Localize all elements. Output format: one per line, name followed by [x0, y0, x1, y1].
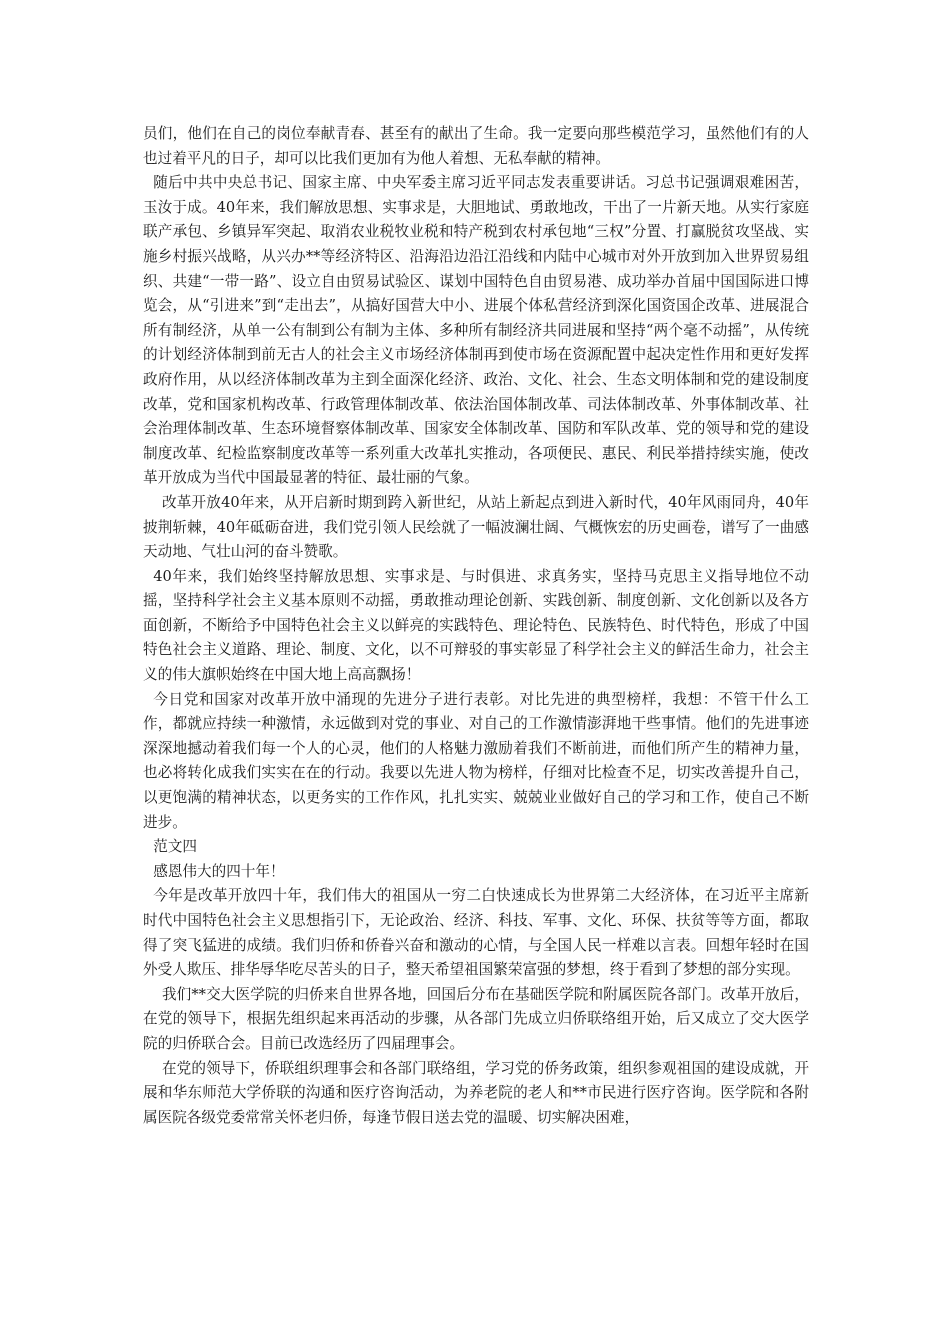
paragraph: 今年是改革开放四十年，我们伟大的祖国从一穷二白快速成长为世界第二大经济体，在习近平主席新时代中国特色社会主义思想指引下，无论政治、经济、科技、军事、文化、环保、扶贫等等方面，都取得了突飞猛进的成绩。我们归侨和侨眷兴奋和激动的心情，与全国人民一样难以言表。回想年轻时在国外受人欺压、排华辱华吃尽苦头的日子，整天希望祖国繁荣富强的梦想，终于看到了梦想的部分实现。: [143, 887, 809, 979]
paragraph: 员们，他们在自己的岗位奉献青春、甚至有的献出了生命。我一定要向那些模范学习，虽然他们有的人也过着平凡的日子，却可以比我们更加有为他人着想、无私奉献的精神。: [143, 125, 809, 167]
paragraph: 改革开放40年来，从开启新时期到跨入新世纪，从站上新起点到进入新时代，40年风雨同舟，40年披荆斩棘，40年砥砺奋进，我们党引领人民绘就了一幅波澜壮阔、气概恢宏的历史画卷，谱写了一曲感天动地、气壮山河的奋斗赞歌。: [143, 493, 809, 561]
article-title: 感恩伟大的四十年！: [153, 862, 285, 880]
paragraph: 随后中共中央总书记、国家主席、中央军委主席习近平同志发表重要讲话。习总书记强调艰难困苦，玉汝于成。40年来，我们解放思想、实事求是，大胆地试、勇敢地改，干出了一片新天地。从实行家庭联产承包、乡镇异军突起、取消农业税牧业税和特产税到农村承包地“三权”分置、打赢脱贫攻坚战、实施乡村振兴战略，从兴办**等经济特区、沿海沿边沿江沿线和内陆中心城市对外开放到加入世界贸易组织、共建“一带一路”、设立自由贸易试验区、谋划中国特色自由贸易港、成功举办首届中国国际进口博览会，从“引进来”到“走出去”，从搞好国营大中小、进展个体私营经济到深化国资国企改革、进展混合所有制经济，从单一公有制到公有制为主体、多种所有制经济共同进展和坚持“两个毫不动摇”，从传统的计划经济体制到前无古人的社会主义市场经济体制再到使市场在资源配置中起决定性作用和更好发挥政府作用，从以经济体制改革为主到全面深化经济、政治、文化、社会、生态文明体制和党的建设制度改革，党和国家机构改革、行政管理体制改革、依法治国体制改革、司法体制改革、外事体制改革、社会治理体制改革、生态环境督察体制改革、国家安全体制改革、国防和军队改革、党的领导和党的建设制度改革、纪检监察制度改革等一系列重大改革扎实推动，各项便民、惠民、利民举措持续实施，使改革开放成为当代中国最显著的特征、最壮丽的气象。: [143, 174, 809, 487]
paragraph: 40年来，我们始终坚持解放思想、实事求是、与时俱进、求真务实，坚持马克思主义指导地位不动摇，坚持科学社会主义基本原则不动摇，勇敢推动理论创新、实践创新、制度创新、文化创新以及各方面创新，不断给予中国特色社会主义以鲜亮的实践特色、理论特色、民族特色、时代特色，形成了中国特色社会主义道路、理论、制度、文化，以不可辩驳的事实彰显了科学社会主义的鲜活生命力，社会主义的伟大旗帜始终在中国大地上高高飘扬！: [143, 567, 809, 684]
paragraph: 我们**交大医学院的归侨来自世界各地，回国后分布在基础医学院和附属医院各部门。改革开放后，在党的领导下，根据先组织起来再活动的步骤，从各部门先成立归侨联络组开始，后又成立了交大医学院的归侨联合会。目前已改选经历了四届理事会。: [143, 985, 809, 1052]
paragraph: 在党的领导下，侨联组织理事会和各部门联络组，学习党的侨务政策，组织参观祖国的建设成就，开展和华东师范大学侨联的沟通和医疗咨询活动，为养老院的老人和**市民进行医疗咨询。医学院和各附属医院各级党委常常关怀老归侨，每逢节假日送去党的温暖、切实解决困难，: [143, 1059, 809, 1126]
document-page: [143, 122, 809, 1130]
section-heading: 范文四: [153, 838, 198, 856]
paragraph: 今日党和国家对改革开放中涌现的先进分子进行表彰。对比先进的典型榜样，我想：不管干什么工作，都就应持续一种激情，永远做到对党的事业、对自己的工作激情澎湃地干些事情。他们的先进事迹深深地撼动着我们每一个人的心灵，他们的人格魅力激励着我们不断前进，而他们所产生的精神力量，也必将转化成我们实实在在的行动。我要以先进人物为榜样，仔细对比检查不足，切实改善提升自己，以更饱满的精神状态，以更务实的工作作风，扎扎实实、兢兢业业做好自己的学习和工作，使自己不断进步。: [143, 690, 809, 831]
